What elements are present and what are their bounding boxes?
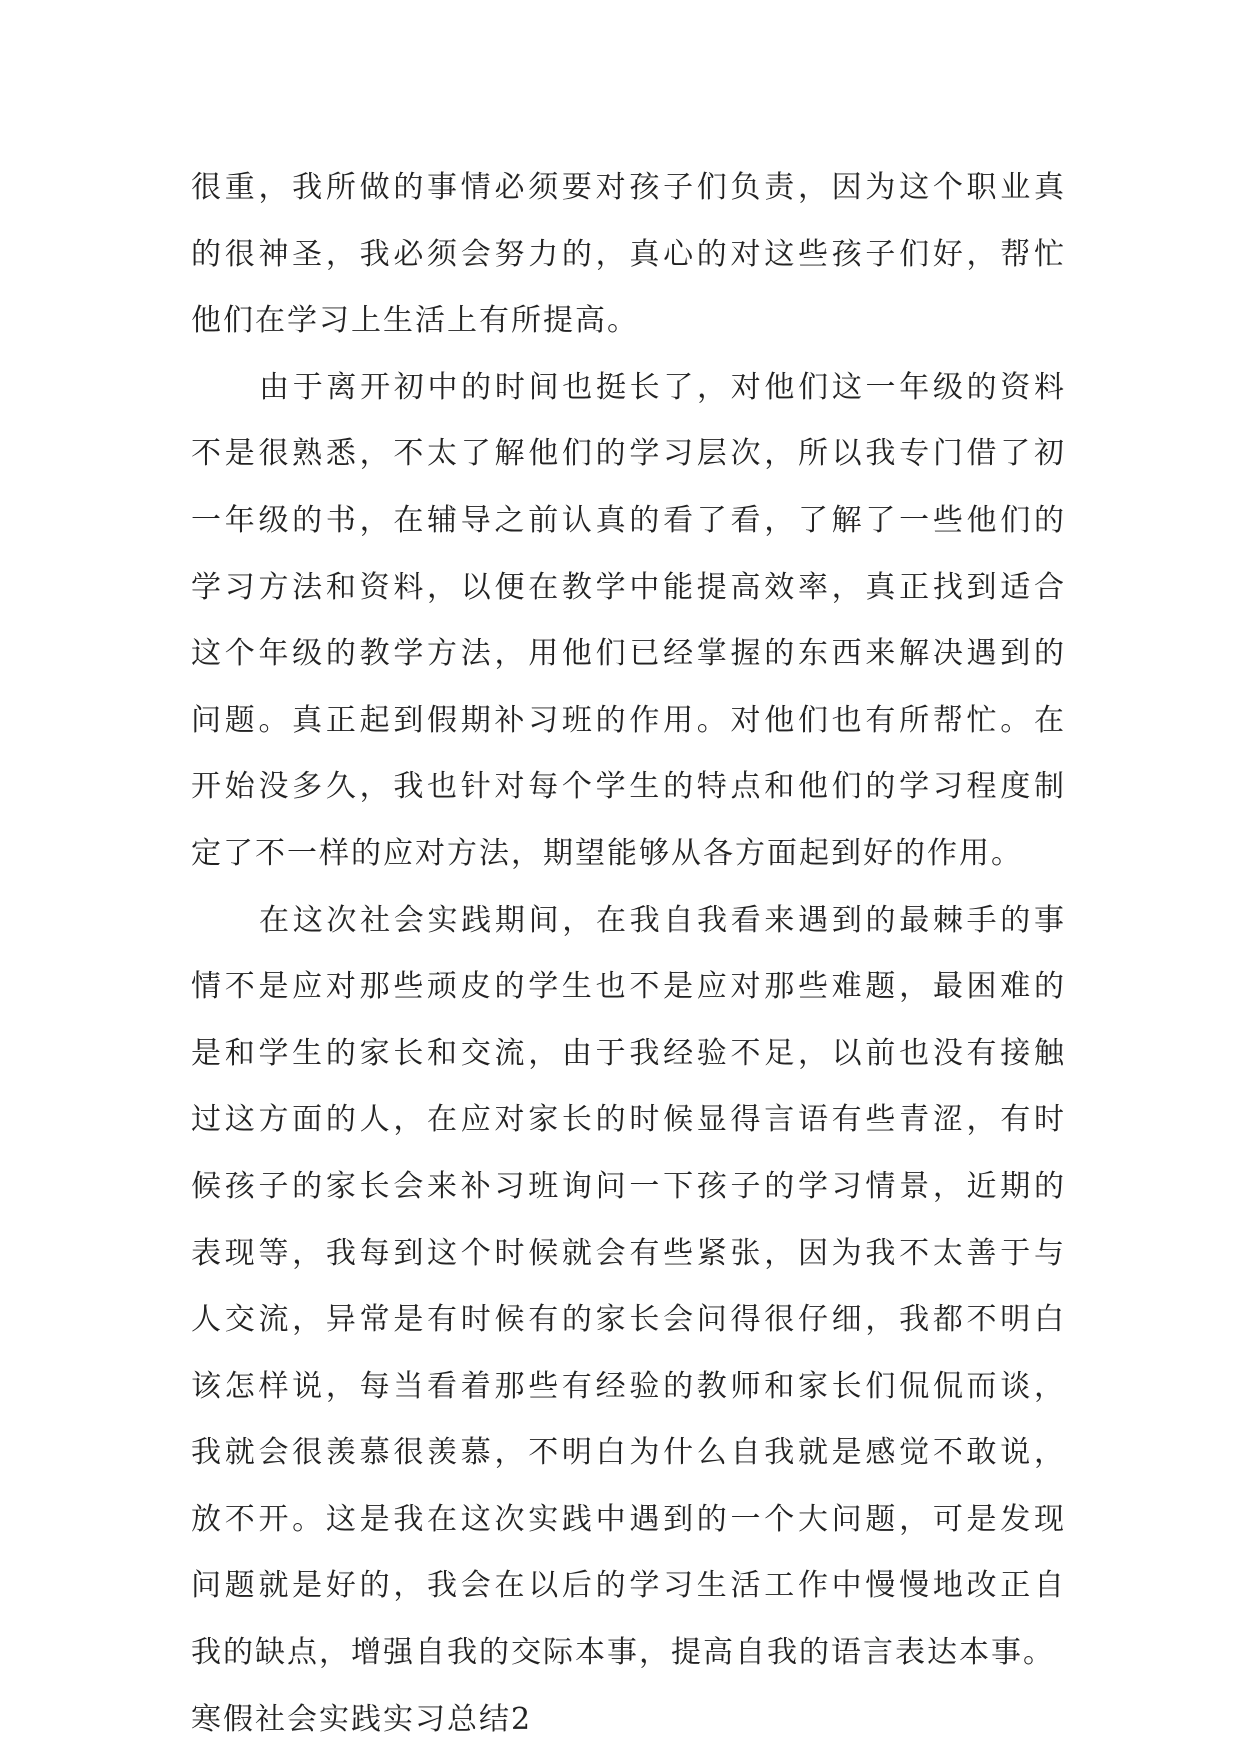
text-line: 这个年级的教学方法，用他们已经掌握的东西来解决遇到的 xyxy=(191,636,1066,672)
text-line: 我的缺点，增强自我的交际本事，提高自我的语言表达本事。 xyxy=(191,1635,1055,1671)
paragraph-2 xyxy=(191,355,1066,888)
text-line: 定了不一样的应对方法，期望能够从各方面起到好的作用。 xyxy=(191,835,1023,871)
text-line: 在这次社会实践期间，在我自我看来遇到的最棘手的事 xyxy=(259,902,1066,938)
text-line: 问题就是好的，我会在以后的学习生活工作中慢慢地改正自 xyxy=(191,1568,1066,1604)
text-line: 不是很熟悉，不太了解他们的学习层次，所以我专门借了初 xyxy=(191,436,1066,472)
text-line: 问题。真正起到假期补习班的作用。对他们也有所帮忙。在 xyxy=(191,702,1066,738)
text-line: 候孩子的家长会来补习班询问一下孩子的学习情景，近期的 xyxy=(191,1168,1066,1204)
text-line: 该怎样说，每当看着那些有经验的教师和家长们侃侃而谈， xyxy=(191,1368,1066,1404)
text-line: 的很神圣，我必须会努力的，真心的对这些孩子们好，帮忙 xyxy=(191,236,1066,272)
text-line: 学习方法和资料，以便在教学中能提高效率，真正找到适合 xyxy=(191,569,1066,605)
paragraph-3 xyxy=(191,888,1066,1687)
text-line: 开始没多久，我也针对每个学生的特点和他们的学习程度制 xyxy=(191,769,1066,805)
text-line: 我就会很羡慕很羡慕，不明白为什么自我就是感觉不敢说， xyxy=(191,1435,1066,1471)
paragraph-1 xyxy=(191,155,1066,355)
text-line: 放不开。这是我在这次实践中遇到的一个大问题，可是发现 xyxy=(191,1501,1066,1537)
text-line: 表现等，我每到这个时候就会有些紧张，因为我不太善于与 xyxy=(191,1235,1066,1271)
section-heading: 寒假社会实践实习总结2 xyxy=(191,1701,533,1737)
text-line: 由于离开初中的时间也挺长了，对他们这一年级的资料 xyxy=(259,369,1066,405)
text-line: 人交流，异常是有时候有的家长会问得很仔细，我都不明白 xyxy=(191,1302,1066,1338)
body-text xyxy=(191,155,1066,1753)
text-line: 很重，我所做的事情必须要对孩子们负责，因为这个职业真 xyxy=(191,170,1066,205)
text-line: 他们在学习上生活上有所提高。 xyxy=(191,303,639,339)
text-line: 一年级的书，在辅导之前认真的看了看，了解了一些他们的 xyxy=(191,502,1066,538)
text-line: 过这方面的人，在应对家长的时候显得言语有些青涩，有时 xyxy=(191,1102,1066,1138)
text-line: 是和学生的家长和交流，由于我经验不足，以前也没有接触 xyxy=(191,1035,1066,1071)
text-line: 情不是应对那些顽皮的学生也不是应对那些难题，最困难的 xyxy=(191,969,1066,1005)
